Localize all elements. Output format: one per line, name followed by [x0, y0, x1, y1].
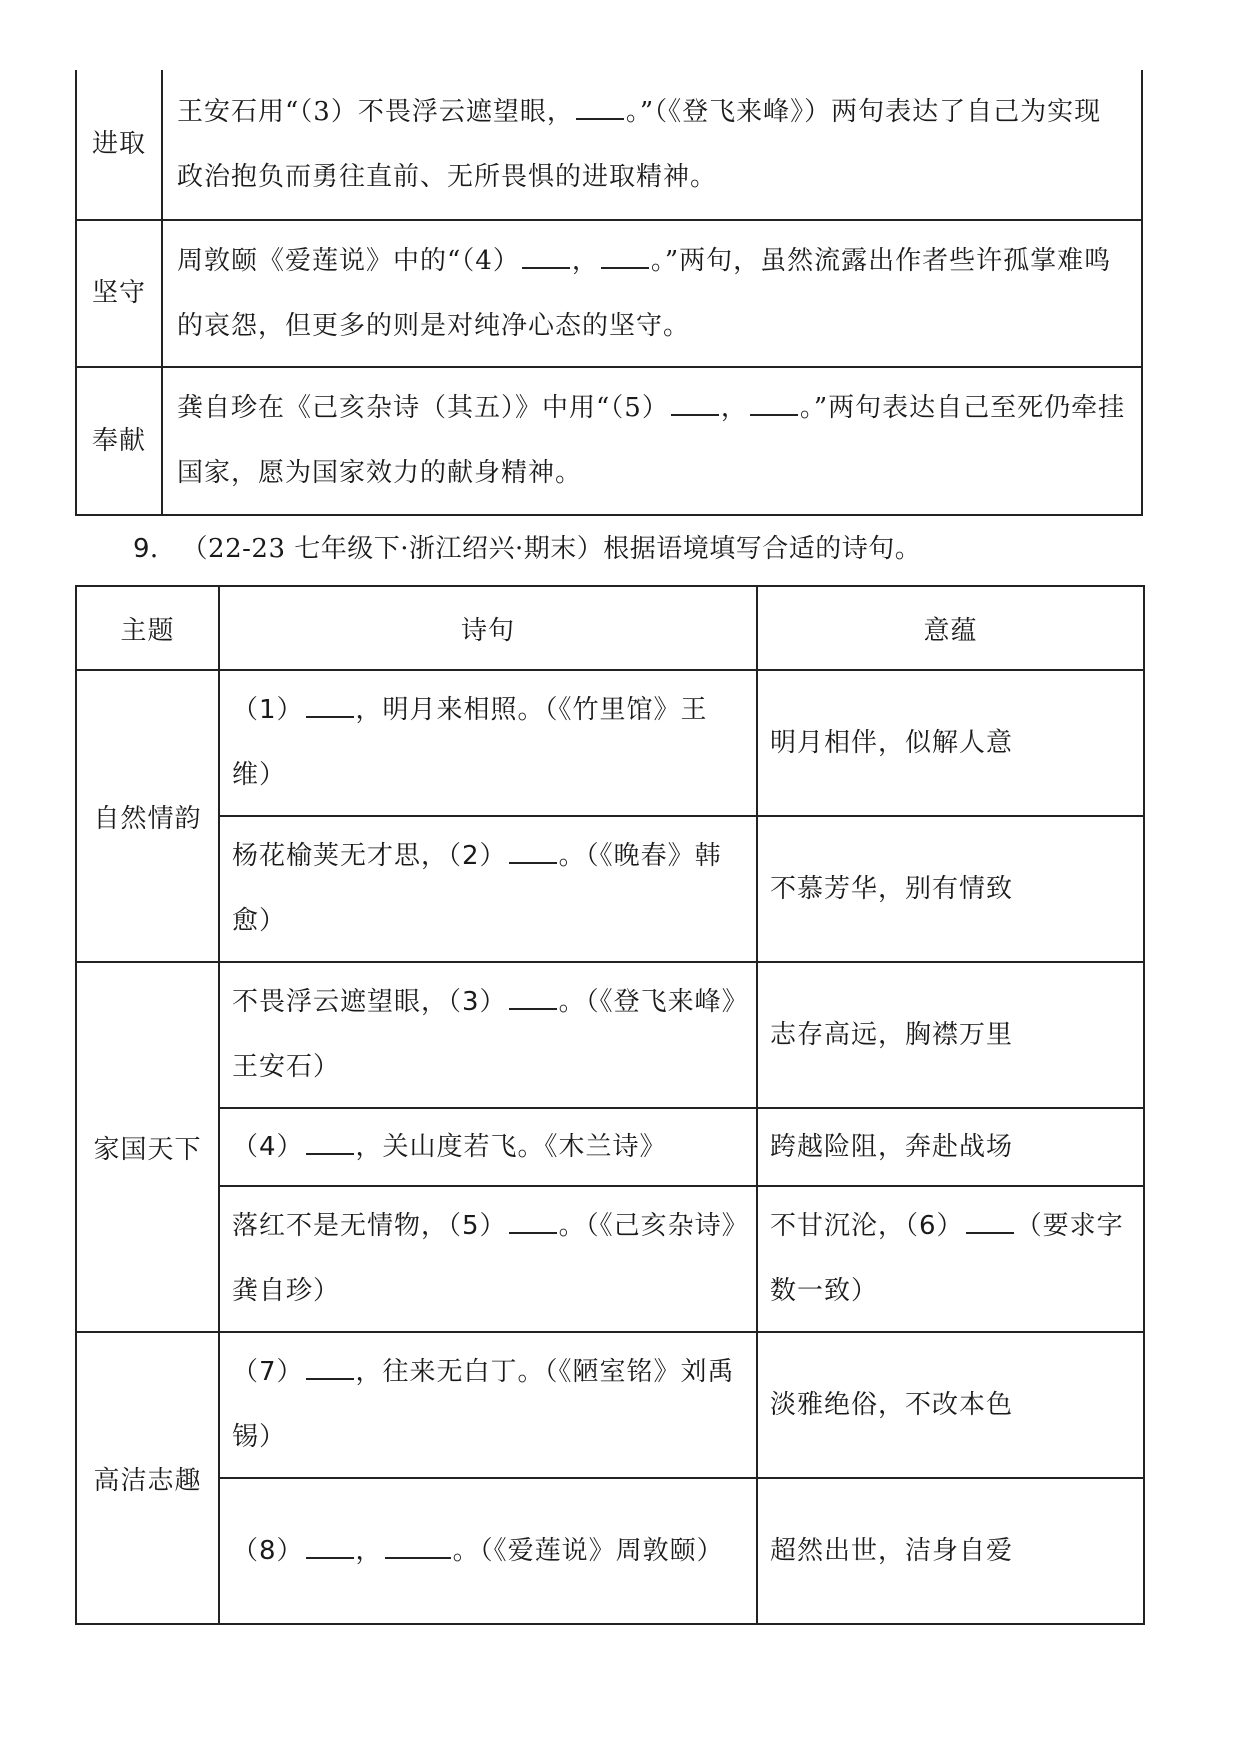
verse-cell	[219, 670, 757, 816]
answer-blank[interactable]	[750, 394, 798, 416]
table-row	[76, 962, 1144, 1108]
continued-table	[75, 70, 1143, 516]
header-theme: 主题	[76, 586, 219, 670]
theme-cell: 坚守	[76, 220, 162, 367]
text-part: 。”两句表达自己至死仍牵挂国家，愿为国家效力的献身精神。	[177, 393, 1126, 488]
answer-blank[interactable]	[509, 988, 557, 1010]
meaning-cell: 跨越险阻，奔赴战场	[757, 1108, 1144, 1186]
table-row	[76, 1478, 1144, 1624]
item-number: （3）	[448, 987, 507, 1017]
answer-blank[interactable]	[306, 1133, 354, 1155]
theme-cell: 进取	[76, 70, 162, 220]
table-row	[76, 70, 1142, 220]
meaning-cell: 明月相伴，似解人意	[757, 670, 1144, 816]
text-part: ，	[720, 393, 748, 423]
table-row	[76, 1332, 1144, 1478]
meaning-text: （要求字数一致）	[770, 1211, 1124, 1306]
text-part: 。”两句，虽然流露出作者些许孤掌难鸣的哀怨，但更多的则是对纯净心态的坚守。	[177, 245, 1112, 341]
table-row	[76, 816, 1144, 962]
text-part: 。”（《登飞来峰》）两句表达了自己为实现政治抱负而勇往直前、无所畏惧的进取精神。	[177, 96, 1102, 192]
question-number: 9．	[133, 534, 177, 564]
verse-cell	[219, 1332, 757, 1478]
verse-cell	[219, 1478, 757, 1624]
verse-cell	[219, 962, 757, 1108]
answer-blank[interactable]	[509, 842, 557, 864]
answer-blank[interactable]	[306, 1358, 354, 1380]
text-part: 龚自珍在《己亥杂诗（其五）》中用“（5）	[177, 393, 669, 423]
theme-cell: 高洁志趣	[76, 1332, 219, 1624]
verse-text: 落红不是无情物，	[232, 1211, 449, 1241]
meaning-cell: 不慕芳华，别有情致	[757, 816, 1144, 962]
verse-text: ，	[355, 1535, 383, 1566]
verse-text: 。（《爱莲说》周敦颐）	[452, 1535, 724, 1566]
question-text: （22-23 七年级下·浙江绍兴·期末）根据语境填写合适的诗句。	[194, 534, 922, 564]
answer-blank[interactable]	[671, 394, 719, 416]
text-part: ，	[571, 245, 599, 276]
answer-blank[interactable]	[601, 247, 649, 269]
header-meaning: 意蕴	[757, 586, 1144, 670]
item-number: （4）	[232, 1131, 304, 1162]
verse-text: 不畏浮云遮望眼，	[232, 987, 449, 1017]
text-cell	[162, 367, 1142, 515]
item-number: （8）	[232, 1535, 304, 1566]
text-part: 王安石用“（3）不畏浮云遮望眼，	[177, 96, 574, 127]
table-row	[76, 1108, 1144, 1186]
verse-text: ，明月来相照。（《竹里馆》王维）	[232, 695, 708, 790]
answer-blank[interactable]	[966, 1212, 1014, 1234]
text-cell	[162, 220, 1142, 367]
item-number: （7）	[232, 1357, 304, 1387]
verse-text: 杨花榆荚无才思，	[232, 841, 449, 871]
item-number: （5）	[448, 1211, 507, 1241]
table-header-row	[76, 586, 1144, 670]
table-row	[76, 670, 1144, 816]
verse-cell	[219, 816, 757, 962]
answer-blank[interactable]	[306, 1537, 354, 1559]
answer-blank[interactable]	[522, 247, 570, 269]
text-part: 周敦颐《爱莲说》中的“（4）	[177, 245, 520, 276]
answer-blank[interactable]	[576, 98, 624, 120]
meaning-cell: 超然出世，洁身自爱	[757, 1478, 1144, 1624]
table-row	[76, 1186, 1144, 1332]
verse-cell	[219, 1186, 757, 1332]
answer-blank[interactable]	[509, 1212, 557, 1234]
verse-text: ，关山度若飞。《木兰诗》	[355, 1131, 667, 1162]
verse-text: 。（《晚春》韩愈）	[232, 841, 722, 936]
theme-cell: 奉献	[76, 367, 162, 515]
meaning-cell: 淡雅绝俗，不改本色	[757, 1332, 1144, 1478]
verse-text: ，往来无白丁。（《陋室铭》刘禹锡）	[232, 1357, 735, 1452]
verse-text: 。（《登飞来峰》王安石）	[232, 987, 736, 1082]
theme-cell: 家国天下	[76, 962, 219, 1332]
item-number: （6）	[905, 1211, 964, 1241]
meaning-cell: 志存高远，胸襟万里	[757, 962, 1144, 1108]
meaning-cell	[757, 1186, 1144, 1332]
verse-text: 。（《己亥杂诗》龚自珍）	[232, 1211, 736, 1306]
verse-cell	[219, 1108, 757, 1186]
table-row	[76, 367, 1142, 515]
meaning-text: 不甘沉沦，	[770, 1211, 906, 1241]
answer-blank[interactable]	[306, 696, 354, 718]
item-number: （2）	[448, 841, 507, 871]
poem-table	[75, 585, 1145, 1625]
table-row	[76, 220, 1142, 367]
text-cell	[162, 70, 1142, 220]
header-verse: 诗句	[219, 586, 757, 670]
question-heading	[133, 528, 921, 565]
item-number: （1）	[232, 695, 304, 725]
theme-cell: 自然情韵	[76, 670, 219, 962]
answer-blank[interactable]	[385, 1537, 451, 1559]
